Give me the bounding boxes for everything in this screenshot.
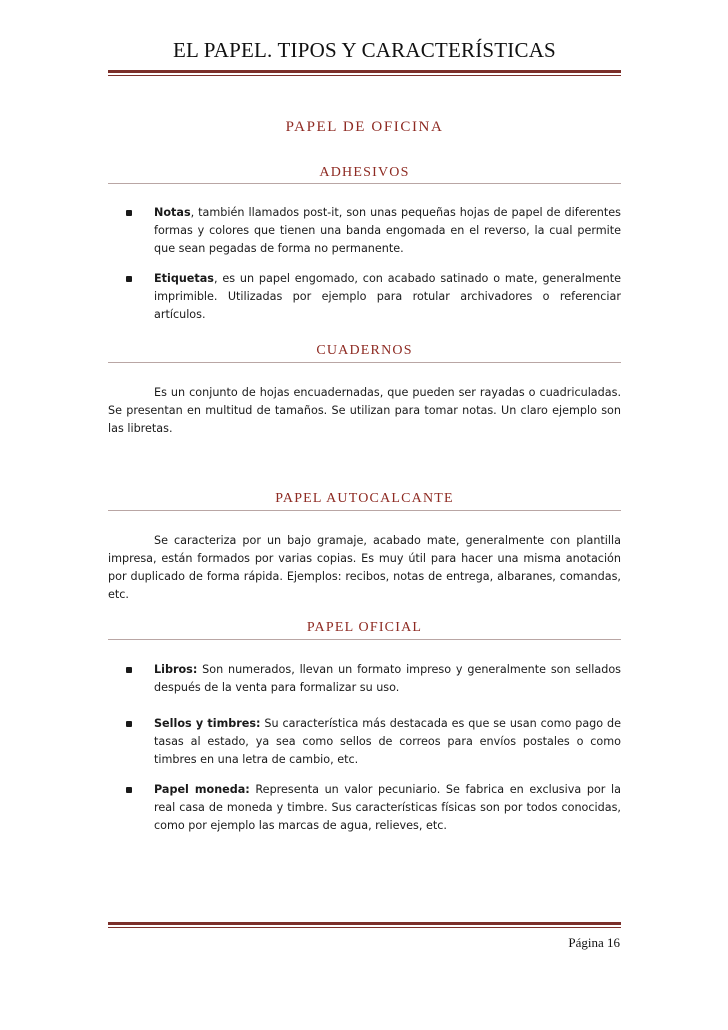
bullet-icon [126,667,132,673]
list-item-text [154,204,621,258]
bullet-icon [126,210,132,216]
section-rule-adhesivos [108,183,621,184]
term-label: Sellos y timbres: [154,717,261,730]
section-title-cuadernos: CUADERNOS [316,343,413,358]
list-item-notas [108,204,621,258]
section-rule-oficial [108,639,621,640]
footer-rule-thin [108,927,621,928]
list-item-text [154,781,621,835]
header-rule [108,70,621,73]
section-title-oficial: PAPEL OFICIAL [306,620,423,635]
list-item-papel-moneda [108,781,621,835]
term-description: , también llamados post-it, son unas pequeñas hojas de papel de diferentes formas y colores que tienen una banda engomada en el reverso, la cual permite que sean pegadas de forma no permanente. [154,206,621,255]
term-description: Su característica más destacada es que se usan como pago de tasas al estado, ya sea como sellos de correos para envíos postales o como timbres en una letra de cambio, etc. [154,717,621,766]
list-item-text [154,715,621,769]
term-description: , es un papel engomado, con acabado satinado o mate, generalmente imprimible. Utilizadas por ejemplo para rotular archivadores o referenciar artículos. [154,272,621,321]
term-label: Libros: [154,663,198,676]
list-item-text [154,270,621,324]
term-description: Son numerados, llevan un formato impreso y generalmente son sellados después de la venta para formalizar su uso. [154,663,621,694]
bullet-icon [126,787,132,793]
list-item-sellos [108,715,621,769]
main-title: PAPEL DE OFICINA [285,119,444,135]
section-rule-cuadernos [108,362,621,363]
list-item-libros [108,661,621,697]
section-title-adhesivos: ADHESIVOS [319,165,410,180]
section-title-autocalcante: PAPEL AUTOCALCANTE [275,491,454,506]
section-rule-autocalcante [108,510,621,511]
term-description: Representa un valor pecuniario. Se fabrica en exclusiva por la real casa de moneda y timbre. Sus características físicas son por todos conocidas, como por ejemplo las marcas de agua, relieves, etc. [154,783,621,832]
bullet-icon [126,721,132,727]
term-label: Notas [154,206,191,219]
term-label: Etiquetas [154,272,214,285]
paragraph-autocalcante: Se caracteriza por un bajo gramaje, acabado mate, generalmente con plantilla impresa, están formados por varias copias. Es muy útil para hacer una misma anotación por duplicado de forma rápida. Ejemplos: recibos, notas de entrega, albaranes, comandas, etc. [108,534,621,601]
term-label: Papel moneda: [154,783,250,796]
page-header-title: EL PAPEL. TIPOS Y CARACTERÍSTICAS [173,38,556,62]
header-rule-thin [108,75,621,76]
footer-rule [108,922,621,925]
paragraph-cuadernos: Es un conjunto de hojas encuadernadas, que pueden ser rayadas o cuadriculadas. Se presentan en multitud de tamaños. Se utilizan para tomar notas. Un claro ejemplo son las libretas. [108,386,621,435]
list-item-text [154,661,621,697]
bullet-icon [126,276,132,282]
page-number: Página 16 [568,935,620,950]
list-item-etiquetas [108,270,621,324]
